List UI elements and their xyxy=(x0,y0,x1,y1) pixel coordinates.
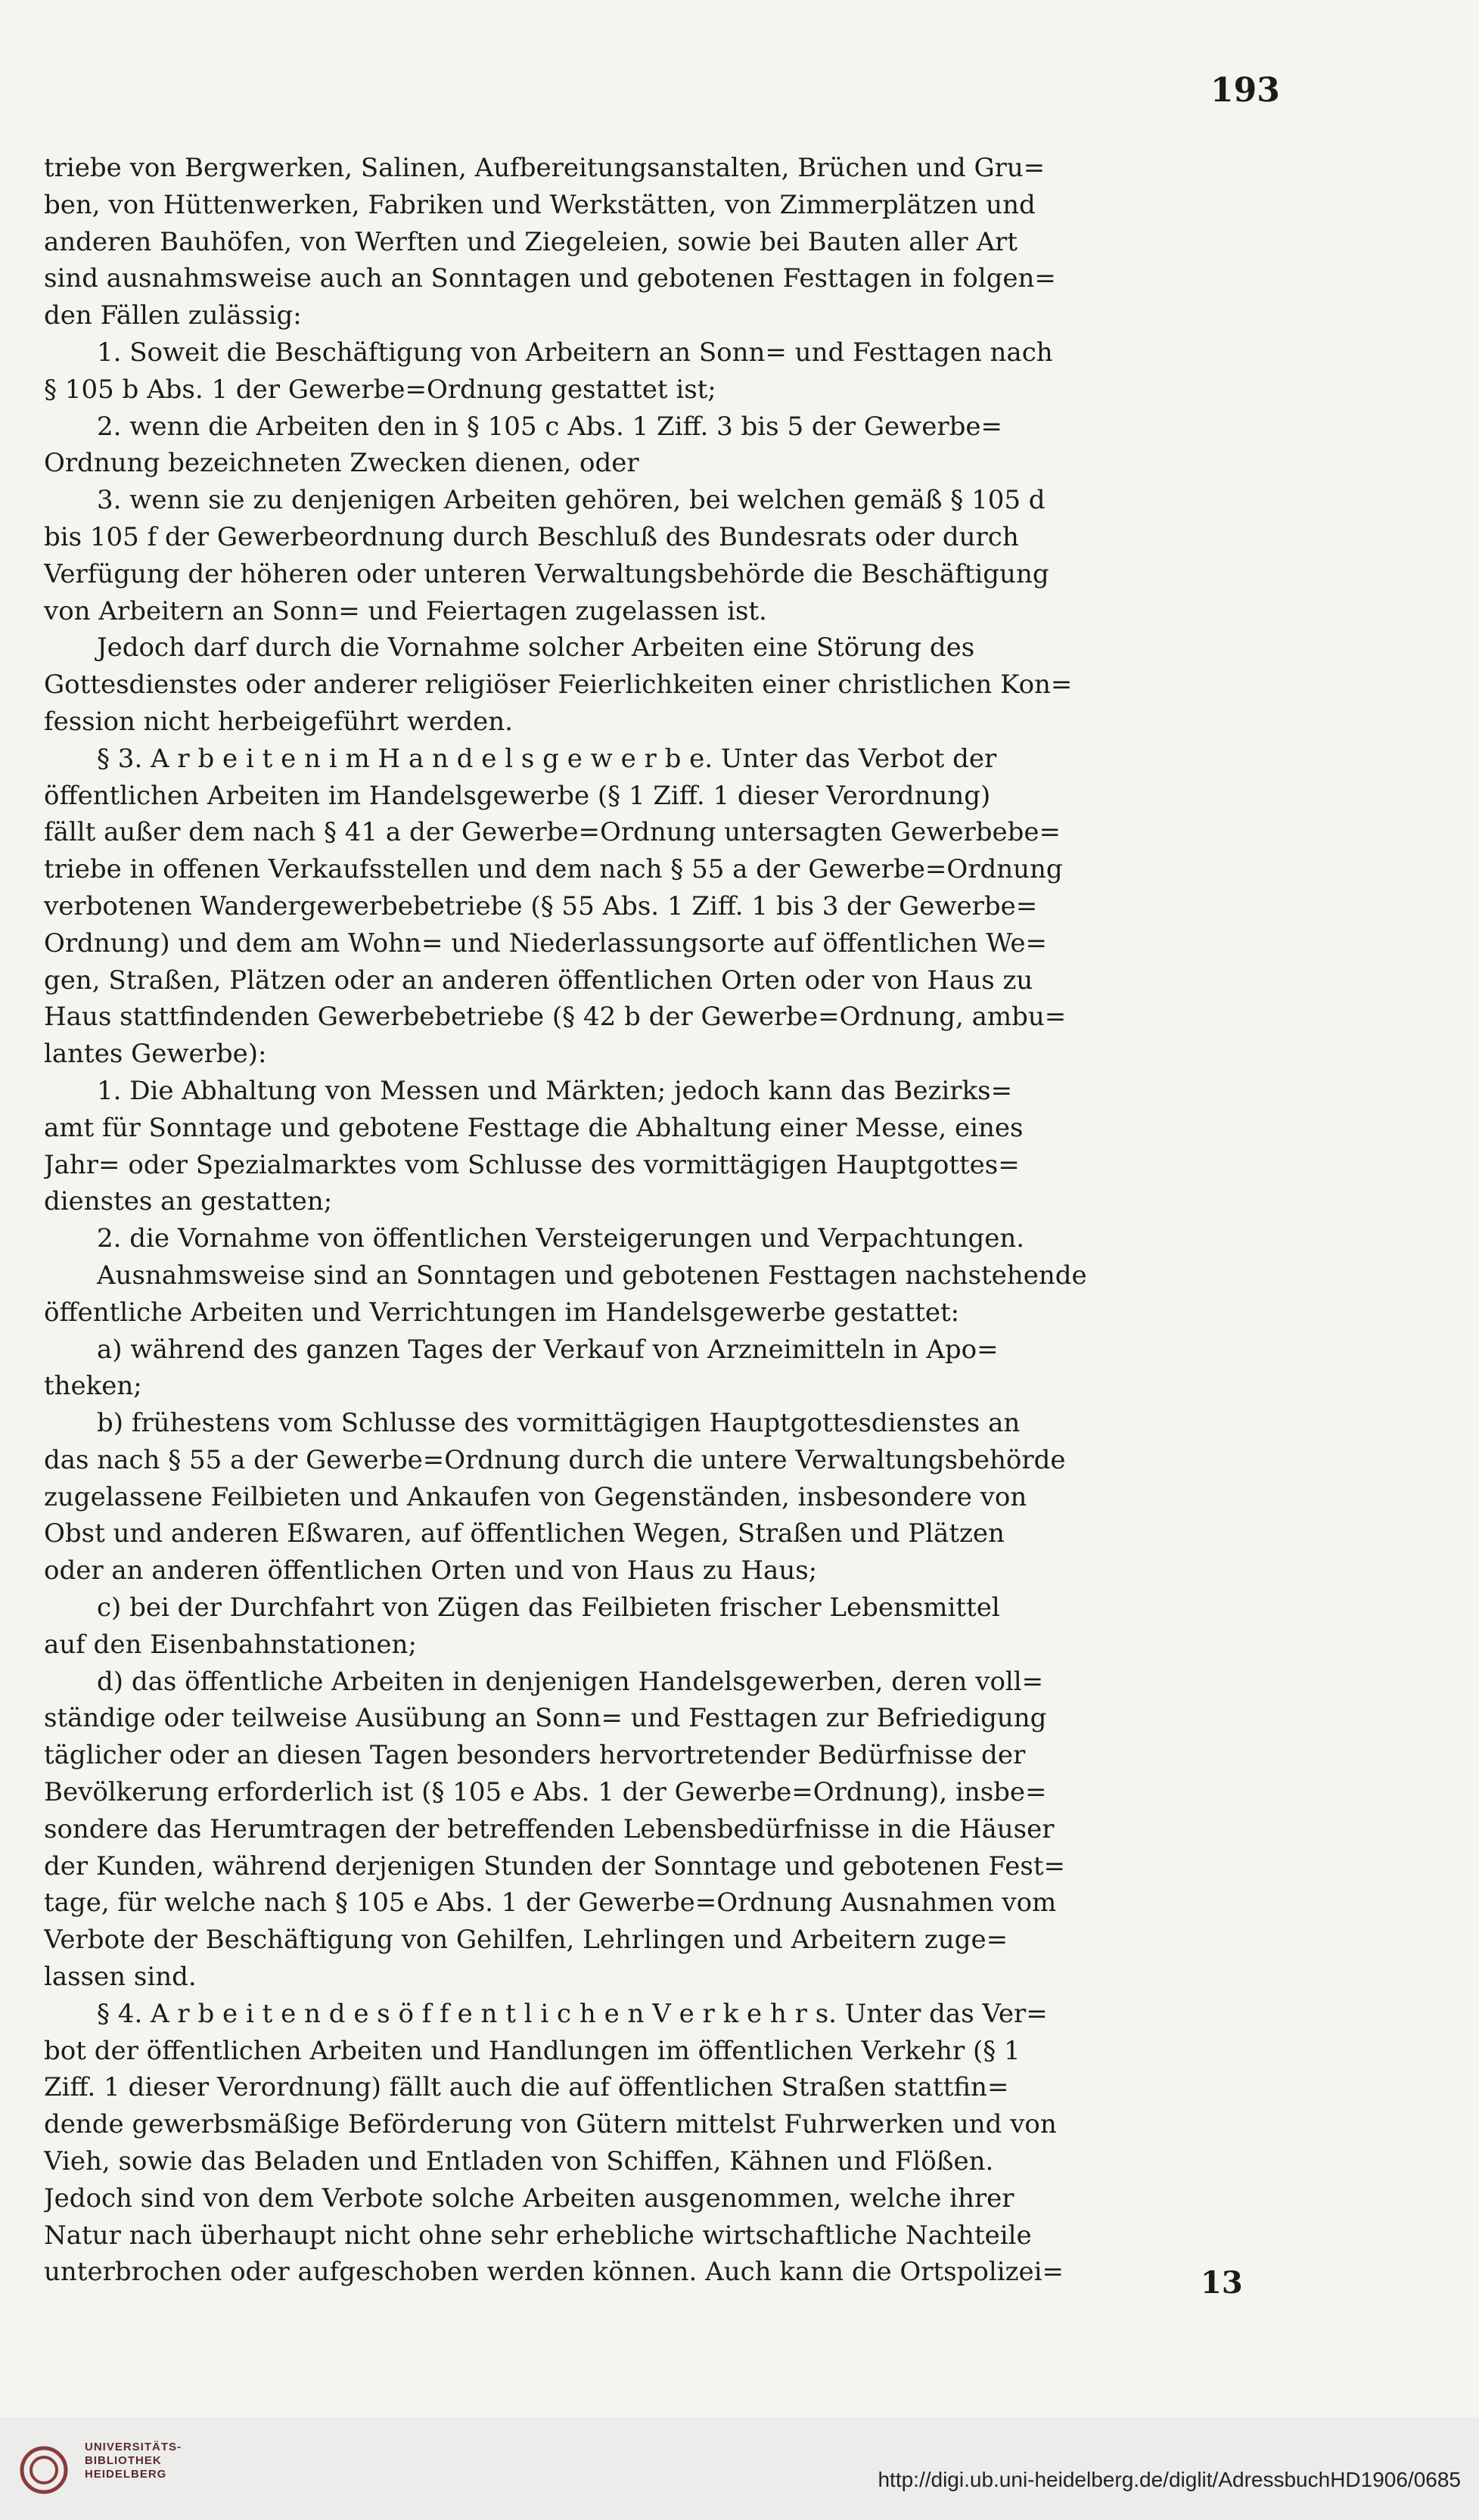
text-line: gen, Straßen, Plätzen oder an anderen öffentlichen Orten oder von Haus zu xyxy=(44,965,1033,996)
text-line: bot der öffentlichen Arbeiten und Handlungen im öffentlichen Verkehr (§ 1 xyxy=(44,2035,1021,2066)
text-line: Natur nach überhaupt nicht ohne sehr erhebliche wirtschaftliche Nachteile xyxy=(44,2220,1032,2251)
library-name-line: UNIVERSITÄTS- xyxy=(85,2441,182,2453)
text-line: dende gewerbsmäßige Beförderung von Gütern mittelst Fuhrwerken und von xyxy=(44,2109,1057,2140)
text-line: Verbote der Beschäftigung von Gehilfen, Lehrlingen und Arbeitern zuge= xyxy=(44,1925,1008,1956)
text-line: Jahr= oder Spezialmarktes vom Schlusse des vormittägigen Hauptgottes= xyxy=(44,1149,1020,1180)
library-name-line: BIBLIOTHEK xyxy=(85,2454,162,2467)
page-number: 193 xyxy=(1210,71,1280,110)
text-line: a) während des ganzen Tages der Verkauf von Arzneimitteln in Apo= xyxy=(97,1334,999,1365)
text-line: § 4. A r b e i t e n d e s ö f f e n t l i c h e n V e r k e h r s. Unter das Ver= xyxy=(97,1998,1048,2029)
text-line: ständige oder teilweise Ausübung an Sonn= und Festtagen zur Befriedigung xyxy=(44,1703,1047,1734)
text-line: verbotenen Wandergewerbebetriebe (§ 55 Abs. 1 Ziff. 1 bis 3 der Gewerbe= xyxy=(44,890,1038,921)
text-line: öffentliche Arbeiten und Verrichtungen im Handelsgewerbe gestattet: xyxy=(44,1297,960,1328)
text-line: Ausnahmsweise sind an Sonntagen und gebotenen Festtagen nachstehende xyxy=(97,1260,1087,1291)
signature-mark: 13 xyxy=(1201,2265,1243,2301)
text-line: zugelassene Feilbieten und Ankaufen von Gegenständen, insbesondere von xyxy=(44,1481,1027,1512)
text-line: anderen Bauhöfen, von Werften und Ziegeleien, sowie bei Bauten aller Art xyxy=(44,226,1018,257)
text-line: auf den Eisenbahnstationen; xyxy=(44,1629,417,1660)
text-line: lantes Gewerbe): xyxy=(44,1039,267,1070)
text-line: dienstes an gestatten; xyxy=(44,1186,333,1217)
text-line: Bevölkerung erforderlich ist (§ 105 e Abs. 1 der Gewerbe=Ordnung), insbe= xyxy=(44,1777,1047,1808)
library-name xyxy=(85,2441,182,2481)
text-line: sondere das Herumtragen der betreffenden Lebensbedürfnisse in die Häuser xyxy=(44,1813,1055,1844)
text-line: amt für Sonntage und gebotene Festtage die Abhaltung einer Messe, eines xyxy=(44,1112,1024,1143)
text-line: 3. wenn sie zu denjenigen Arbeiten gehören, bei welchen gemäß § 105 d xyxy=(97,485,1046,516)
text-line: § 3. A r b e i t e n i m H a n d e l s g e w e r b e. Unter das Verbot der xyxy=(97,743,997,774)
library-seal-icon xyxy=(20,2446,68,2494)
text-line: 1. Die Abhaltung von Messen und Märkten; jedoch kann das Bezirks= xyxy=(97,1075,1013,1106)
text-line: von Arbeitern an Sonn= und Feiertagen zugelassen ist. xyxy=(44,595,767,626)
text-line: unterbrochen oder aufgeschoben werden können. Auch kann die Ortspolizei= xyxy=(44,2257,1064,2288)
text-line: der Kunden, während derjenigen Stunden der Sonntage und gebotenen Fest= xyxy=(44,1850,1065,1881)
text-line: den Fällen zulässig: xyxy=(44,300,302,331)
text-line: täglicher oder an diesen Tagen besonders hervortretender Bedürfnisse der xyxy=(44,1740,1026,1771)
text-line: b) frühestens vom Schlusse des vormittägigen Hauptgottesdienstes an xyxy=(97,1408,1021,1439)
text-line: 2. wenn die Arbeiten den in § 105 c Abs. 1 Ziff. 3 bis 5 der Gewerbe= xyxy=(97,411,1002,442)
body-text xyxy=(44,150,1300,2291)
text-line: sind ausnahmsweise auch an Sonntagen und gebotenen Festtagen in folgen= xyxy=(44,263,1056,294)
text-line: Jedoch darf durch die Vornahme solcher Arbeiten eine Störung des xyxy=(97,632,975,663)
text-line: tage, für welche nach § 105 e Abs. 1 der Gewerbe=Ordnung Ausnahmen vom xyxy=(44,1888,1057,1919)
text-line: 1. Soweit die Beschäftigung von Arbeitern an Sonn= und Festtagen nach xyxy=(97,337,1053,368)
text-line: Haus stattfindenden Gewerbebetriebe (§ 42 b der Gewerbe=Ordnung, ambu= xyxy=(44,1002,1067,1033)
text-line: triebe in offenen Verkaufsstellen und dem nach § 55 a der Gewerbe=Ordnung xyxy=(44,854,1063,885)
text-line: fession nicht herbeigeführt werden. xyxy=(44,706,513,737)
text-line: Ziff. 1 dieser Verordnung) fällt auch die auf öffentlichen Straßen stattfin= xyxy=(44,2072,1009,2103)
text-line: d) das öffentliche Arbeiten in denjenigen Handelsgewerben, deren voll= xyxy=(97,1666,1044,1697)
text-line: c) bei der Durchfahrt von Zügen das Feilbieten frischer Lebensmittel xyxy=(97,1592,1000,1624)
text-line: fällt außer dem nach § 41 a der Gewerbe=Ordnung untersagten Gewerbebe= xyxy=(44,817,1061,848)
text-line: Ordnung bezeichneten Zwecken dienen, oder xyxy=(44,448,639,479)
text-line: lassen sind. xyxy=(44,1962,197,1993)
text-line: theken; xyxy=(44,1371,142,1402)
text-line: Verfügung der höheren oder unteren Verwaltungsbehörde die Beschäftigung xyxy=(44,558,1049,589)
source-url-link[interactable]: http://digi.ub.uni-heidelberg.de/diglit/AdressbuchHD1906/0685 xyxy=(878,2468,1461,2491)
text-line: 2. die Vornahme von öffentlichen Versteigerungen und Verpachtungen. xyxy=(97,1223,1025,1254)
text-line: Jedoch sind von dem Verbote solche Arbeiten ausgenommen, welche ihrer xyxy=(44,2183,1014,2214)
text-line: Vieh, sowie das Beladen und Entladen von Schiffen, Kähnen und Flößen. xyxy=(44,2146,994,2177)
text-line: Obst und anderen Eßwaren, auf öffentlichen Wegen, Straßen und Plätzen xyxy=(44,1518,1005,1549)
text-line: § 105 b Abs. 1 der Gewerbe=Ordnung gestattet ist; xyxy=(44,374,716,405)
text-line: oder an anderen öffentlichen Orten und von Haus zu Haus; xyxy=(44,1555,818,1586)
text-line: Gottesdienstes oder anderer religiöser Feierlichkeiten einer christlichen Kon= xyxy=(44,670,1073,701)
library-name-line: HEIDELBERG xyxy=(85,2468,167,2481)
text-line: bis 105 f der Gewerbeordnung durch Beschluß des Bundesrats oder durch xyxy=(44,521,1019,552)
text-line: triebe von Bergwerken, Salinen, Aufbereitungsanstalten, Brüchen und Gru= xyxy=(44,153,1046,183)
text-line: öffentlichen Arbeiten im Handelsgewerbe (§ 1 Ziff. 1 dieser Verordnung) xyxy=(44,780,991,811)
text-line: das nach § 55 a der Gewerbe=Ordnung durch die untere Verwaltungsbehörde xyxy=(44,1444,1066,1475)
text-line: Ordnung) und dem am Wohn= und Niederlassungsorte auf öffentlichen We= xyxy=(44,928,1048,959)
text-line: ben, von Hüttenwerken, Fabriken und Werkstätten, von Zimmerplätzen und xyxy=(44,189,1036,220)
